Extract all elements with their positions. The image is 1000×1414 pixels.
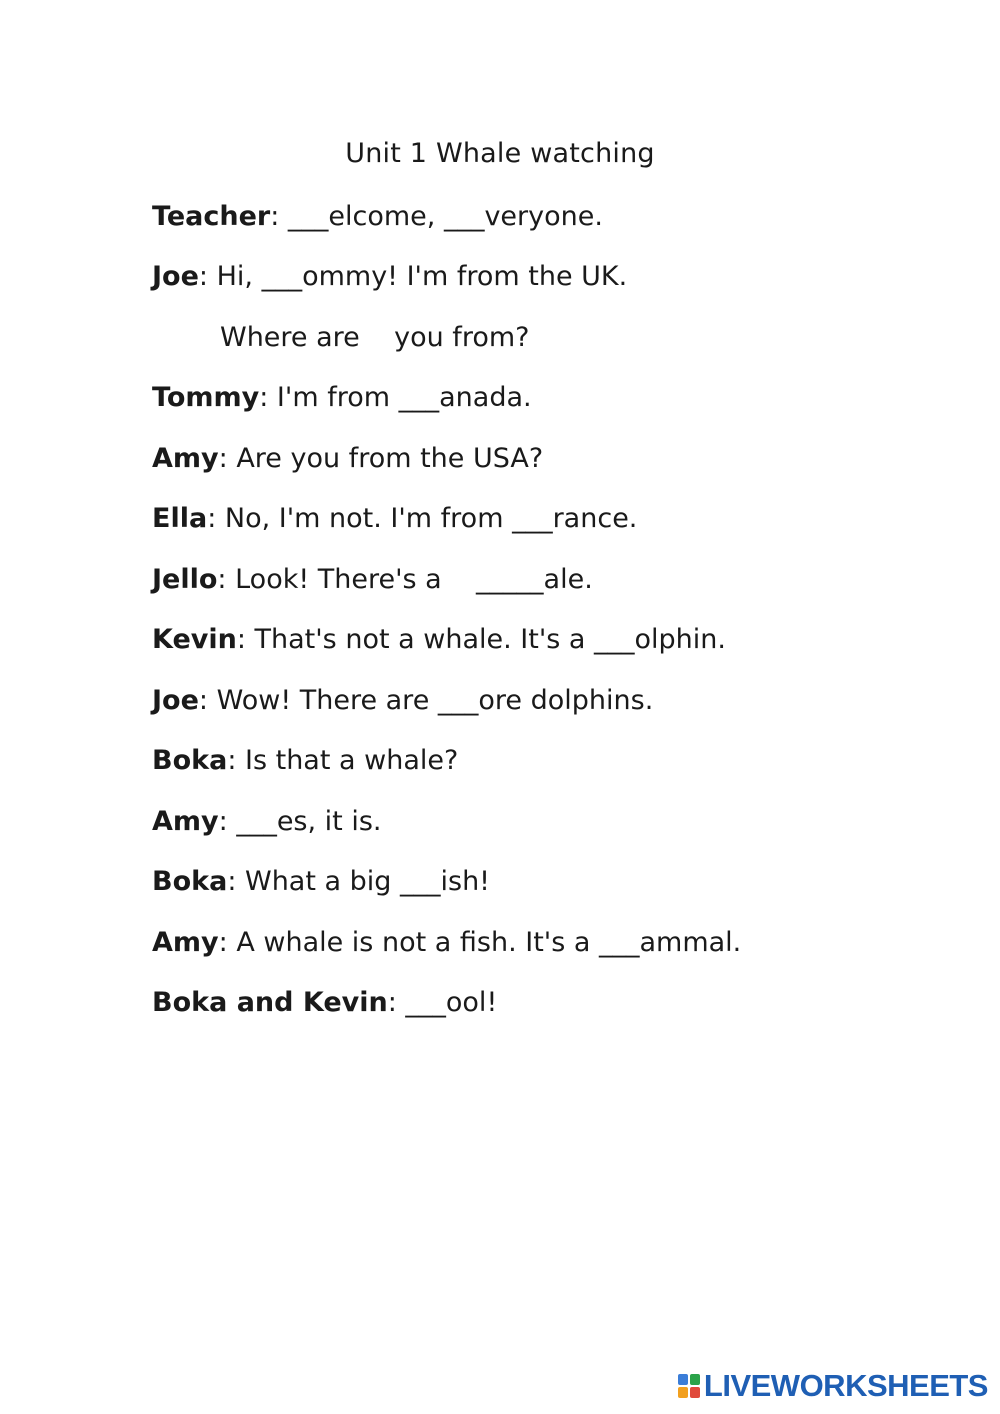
liveworksheets-logo-icon xyxy=(678,1374,700,1398)
line-text: Where are you from? xyxy=(220,322,530,353)
speaker-name: Amy xyxy=(152,806,219,837)
dialogue-line xyxy=(152,502,637,536)
line-text: : Look! There's a _____ale. xyxy=(217,564,593,595)
speaker-name: Kevin xyxy=(152,624,237,655)
dialogue-line xyxy=(152,260,627,294)
line-text: : Is that a whale? xyxy=(227,745,459,776)
dialogue-line xyxy=(152,684,653,718)
dialogue-line xyxy=(152,865,490,899)
dialogue-line xyxy=(152,623,726,657)
speaker-name: Boka xyxy=(152,745,228,776)
dialogue-line xyxy=(152,926,741,960)
line-text: : ___ool! xyxy=(387,987,498,1018)
line-text: : Wow! There are ___ore dolphins. xyxy=(198,685,654,716)
speaker-name: Joe xyxy=(152,261,199,292)
page-title: Unit 1 Whale watching xyxy=(345,138,655,169)
dialogue-line xyxy=(152,805,381,839)
dialogue-line xyxy=(152,200,603,234)
dialogue-line xyxy=(152,381,532,415)
line-text: : ___elcome, ___veryone. xyxy=(270,201,603,232)
liveworksheets-logo xyxy=(678,1368,988,1404)
speaker-name: Ella xyxy=(152,503,208,534)
line-text: : Hi, ___ommy! I'm from the UK. xyxy=(198,261,628,292)
line-text: : A whale is not a fish. It's a ___ammal. xyxy=(218,927,742,958)
dialogue-line xyxy=(220,321,529,355)
speaker-name: Joe xyxy=(152,685,199,716)
speaker-name: Amy xyxy=(152,927,219,958)
line-text: : That's not a whale. It's a ___olphin. xyxy=(236,624,726,655)
speaker-name: Boka xyxy=(152,866,228,897)
line-text: : ___es, it is. xyxy=(218,806,382,837)
dialogue-line xyxy=(152,744,458,778)
line-text: : Are you from the USA? xyxy=(218,443,544,474)
speaker-name: Tommy xyxy=(152,382,260,413)
speaker-name: Teacher xyxy=(152,201,271,232)
line-text: : I'm from ___anada. xyxy=(259,382,532,413)
speaker-name: Jello xyxy=(152,564,218,595)
speaker-name: Boka and Kevin xyxy=(152,987,388,1018)
speaker-name: Amy xyxy=(152,443,219,474)
logo-text: LIVEWORKSHEETS xyxy=(703,1368,988,1403)
dialogue-line xyxy=(152,442,543,476)
line-text: : What a big ___ish! xyxy=(227,866,491,897)
dialogue-line xyxy=(152,986,497,1020)
line-text: : No, I'm not. I'm from ___rance. xyxy=(207,503,638,534)
dialogue-line xyxy=(152,563,593,597)
